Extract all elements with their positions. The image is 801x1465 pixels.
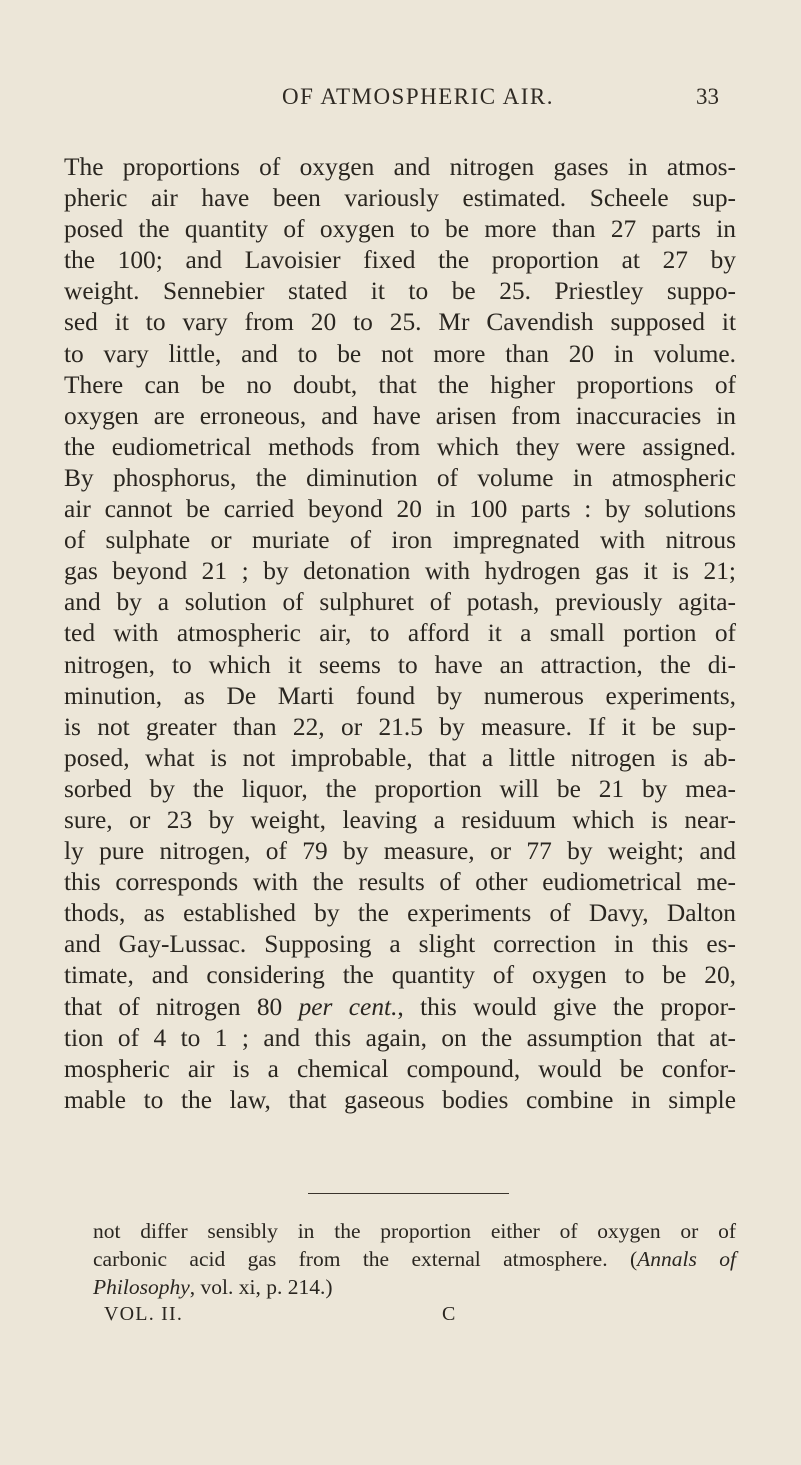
body-line: minution, as De Marti found by numerous experiments, [64, 681, 736, 710]
page-number: 33 [696, 84, 719, 109]
body-line: There can be no doubt, that the higher proportions of [64, 370, 736, 399]
body-line: gas beyond 21 ; by detonation with hydrogen gas it is 21; [64, 557, 736, 586]
body-line-segment: , this would give the propor- [397, 992, 736, 1021]
body-line: posed, what is not improbable, that a little nitrogen is ab- [64, 743, 736, 772]
body-line: ly pure nitrogen, of 79 by measure, or 77 by weight; and [64, 837, 736, 866]
per-cent-italic: per cent. [298, 992, 398, 1021]
body-line: nitrogen, to which it seems to have an attraction, the di- [64, 650, 736, 679]
body-line [64, 992, 736, 1023]
body-line: pheric air have been variously estimated. Scheele sup- [64, 184, 736, 213]
signature-line [104, 1303, 564, 1331]
main-paragraph [64, 152, 736, 1116]
body-line: timate, and considering the quantity of oxygen to be 20, [64, 961, 736, 990]
body-line: and by a solution of sulphuret of potash, previously agita- [64, 588, 736, 617]
footnote-line [93, 1246, 736, 1274]
body-line: thods, as established by the experiments of Davy, Dalton [64, 899, 736, 928]
signature-mark: C [442, 1303, 457, 1325]
body-line: the eudiometrical methods from which they were assigned. [64, 432, 736, 461]
footnote-segment: carbonic acid gas from the external atmosphere. ( [93, 1246, 638, 1271]
footnote-line [93, 1274, 736, 1302]
body-line: The proportions of oxygen and nitrogen gases in atmos- [64, 153, 736, 181]
body-line: ted with atmospheric air, to afford it a small portion of [64, 619, 736, 648]
body-line: of sulphate or muriate of iron impregnated with nitrous [64, 526, 736, 555]
body-line: oxygen are erroneous, and have arisen from inaccuracies in [64, 401, 736, 430]
body-line: posed the quantity of oxygen to be more than 27 parts in [64, 215, 736, 244]
body-line: tion of 4 to 1 ; and this again, on the assumption that at- [64, 1023, 736, 1052]
body-line: this corresponds with the results of other eudiometrical me- [64, 868, 736, 897]
body-line: sorbed by the liquor, the proportion will be 21 by mea- [64, 774, 736, 803]
body-line: By phosphorus, the diminution of volume in atmospheric [64, 463, 736, 492]
body-line: to vary little, and to be not more than 20 in volume. [64, 339, 736, 368]
body-line: and Gay-Lussac. Supposing a slight correction in this es- [64, 930, 736, 959]
footnote-segment: , vol. xi, p. 214.) [189, 1274, 333, 1299]
running-head: OF ATMOSPHERIC AIR. [282, 84, 554, 109]
footnote-divider [308, 1193, 509, 1194]
body-line: weight. Sennebier stated it to be 25. Priestley suppo- [64, 277, 736, 306]
body-line-segment: that of nitrogen 80 [64, 992, 299, 1021]
body-line: mable to the law, that gaseous bodies combine in simple [64, 1085, 736, 1114]
body-line: sed it to vary from 20 to 25. Mr Cavendish supposed it [64, 308, 736, 337]
footnote [93, 1218, 736, 1301]
journal-title-italic: Philosophy [93, 1274, 190, 1299]
footnote-line: not differ sensibly in the proportion either of oxygen or of [93, 1219, 736, 1243]
body-line: air cannot be carried beyond 20 in 100 parts : by solutions [64, 495, 736, 524]
volume-signature: VOL. II. [104, 1303, 184, 1325]
body-line: is not greater than 22, or 21.5 by measure. If it be sup- [64, 712, 736, 741]
page-header [0, 84, 801, 124]
body-line: the 100; and Lavoisier fixed the proportion at 27 by [64, 246, 736, 275]
body-line: mospheric air is a chemical compound, would be confor- [64, 1054, 736, 1083]
body-line: sure, or 23 by weight, leaving a residuum which is near- [64, 805, 736, 834]
journal-title-italic: Annals of [637, 1246, 736, 1271]
